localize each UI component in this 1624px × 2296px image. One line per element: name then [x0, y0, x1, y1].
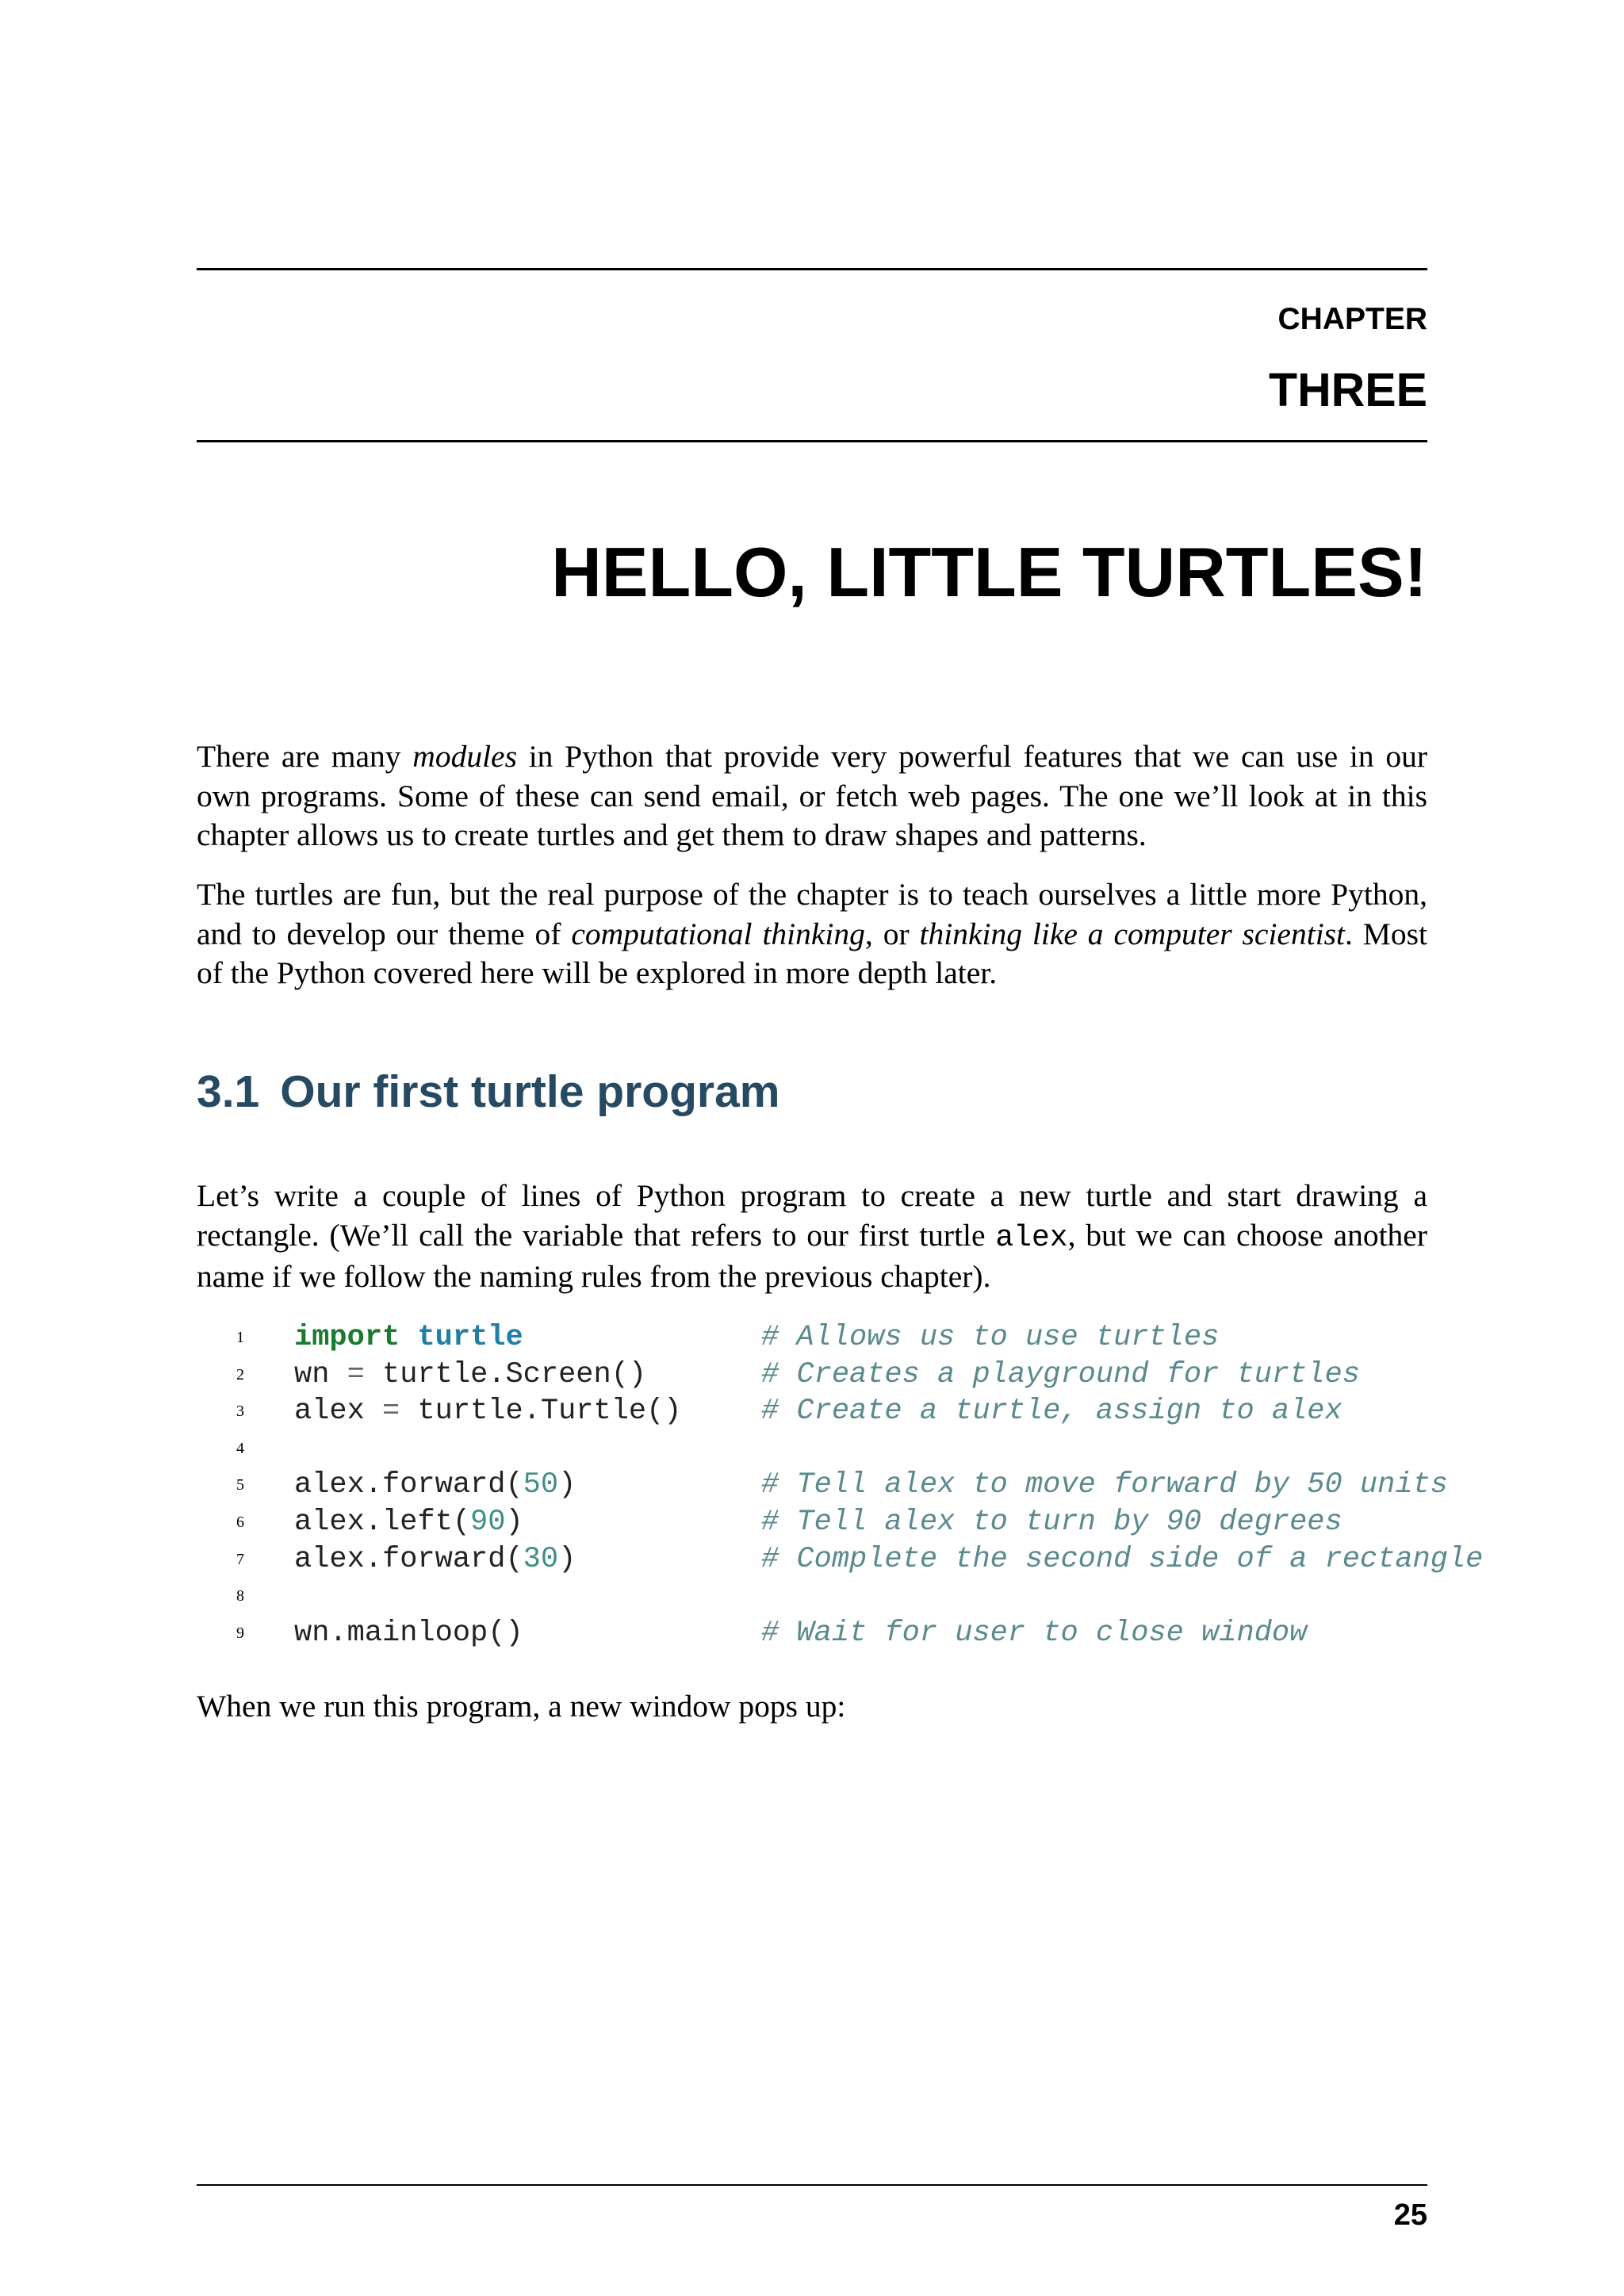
code-line	[228, 1319, 1624, 1357]
line-number: 7	[236, 1550, 244, 1568]
after-code-paragraph: When we run this program, a new window pops up:	[197, 1689, 846, 1724]
section-paragraph-1	[197, 1177, 1427, 1297]
code-listing	[228, 1319, 1624, 1651]
line-number: 2	[236, 1365, 244, 1383]
code-line	[228, 1504, 1624, 1541]
code-comment: # Create a turtle, assign to alex	[761, 1395, 1342, 1429]
line-number: 6	[236, 1513, 244, 1531]
code-line	[228, 1578, 1624, 1615]
code-token: )	[558, 1542, 576, 1576]
code-token: turtle	[417, 1321, 523, 1354]
code-comment: # Complete the second side of a rectangle	[761, 1542, 1484, 1576]
code-token: alex	[294, 1395, 383, 1429]
code-comment: # Allows us to use turtles	[761, 1321, 1220, 1354]
code-text	[294, 1504, 523, 1540]
chapter-number: THREE	[1269, 364, 1427, 416]
line-number: 4	[236, 1439, 244, 1457]
code-token: )	[558, 1468, 576, 1502]
text-span: There are many	[197, 739, 413, 774]
line-number: 3	[236, 1402, 244, 1421]
intro-paragraph-1	[197, 737, 1427, 855]
code-text	[294, 1467, 576, 1503]
code-text	[294, 1393, 682, 1429]
code-text	[294, 1357, 646, 1393]
section-title: Our first turtle program	[280, 1066, 780, 1117]
code-line	[228, 1393, 1624, 1430]
line-number: 5	[236, 1476, 244, 1494]
code-line	[228, 1541, 1624, 1578]
footer-rule	[197, 2184, 1427, 2186]
text-span: Let’s write a couple of lines of Python program to create a new turtle and start drawing a rectangle. (We’ll call the variable that refers to our first turtle	[197, 1178, 1427, 1253]
code-text	[294, 1541, 576, 1578]
code-line	[228, 1357, 1624, 1394]
code-token: alex.left(	[294, 1505, 471, 1539]
code-token: =	[382, 1395, 400, 1429]
line-number: 1	[236, 1329, 244, 1346]
code-text	[294, 1319, 523, 1356]
code-token: turtle.Turtle()	[400, 1395, 682, 1429]
line-number: 8	[236, 1587, 244, 1605]
code-token: alex.forward(	[294, 1542, 523, 1576]
intro-paragraph-2	[197, 875, 1427, 993]
code-token: wn	[294, 1357, 347, 1391]
code-line	[228, 1430, 1624, 1468]
page-number: 25	[1393, 2198, 1427, 2232]
code-comment: # Tell alex to move forward by 50 units	[761, 1468, 1448, 1502]
code-token: alex.forward(	[294, 1468, 523, 1502]
code-token: 50	[523, 1468, 559, 1502]
inline-code-alex: alex	[995, 1220, 1068, 1255]
code-text	[294, 1615, 523, 1651]
line-number: 9	[236, 1624, 244, 1642]
text-span: The turtles are fun, but the real purpose of the chapter is to teach ourselves a little more Python, and to develop our theme of	[197, 877, 1427, 951]
text-span: , but we can choose another name if we follow the naming rules from the previous chapter).	[197, 1217, 1427, 1294]
code-token: turtle.Screen()	[364, 1357, 647, 1391]
emphasis-modules: modules	[412, 739, 517, 774]
code-token	[400, 1321, 417, 1354]
code-comment: # Wait for user to close window	[761, 1616, 1308, 1650]
code-line	[228, 1467, 1624, 1504]
emphasis-computational-thinking: computational thinking	[571, 916, 865, 951]
chapter-title: HELLO, LITTLE TURTLES!	[551, 533, 1427, 611]
emphasis-thinking-like-cs: thinking like a computer scientist	[919, 916, 1346, 951]
code-token: )	[505, 1505, 523, 1539]
text-span: in Python that provide very powerful features that we can use in our own programs. Some of these can send email, or fetch web pages. The one we’ll look at in this chapter allows us to create turtles and get them to draw shapes and patterns.	[197, 739, 1428, 852]
chapter-label: CHAPTER	[1277, 302, 1427, 336]
chapter-bottom-rule	[197, 440, 1427, 442]
code-comment: # Creates a playground for turtles	[761, 1357, 1360, 1391]
code-token: import	[294, 1321, 400, 1354]
code-token: =	[347, 1357, 365, 1391]
chapter-top-rule	[197, 268, 1427, 270]
code-token: wn.mainloop()	[294, 1616, 523, 1650]
text-span: , or	[864, 916, 920, 951]
code-token: 90	[470, 1505, 506, 1539]
code-token: 30	[523, 1542, 559, 1576]
code-line	[228, 1615, 1624, 1652]
text-span: . Most of the Python covered here will be explored in more depth later.	[197, 916, 1428, 990]
section-heading	[197, 1064, 779, 1119]
code-comment: # Tell alex to turn by 90 degrees	[761, 1505, 1342, 1539]
section-number: 3.1	[197, 1066, 260, 1117]
